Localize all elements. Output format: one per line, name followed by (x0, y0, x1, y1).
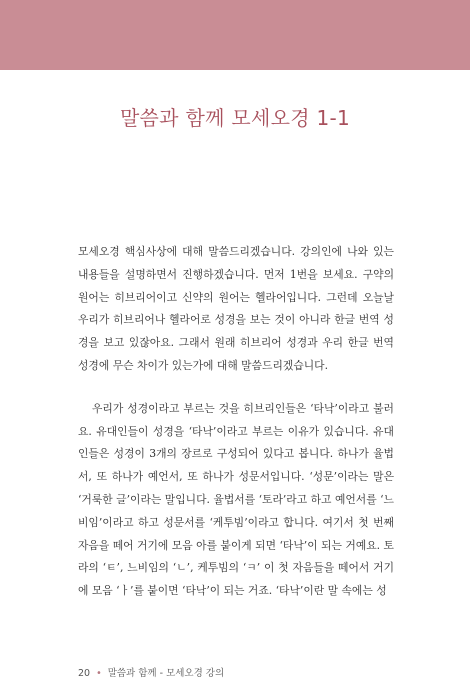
page-title: 말씀과 함께 모세오경 1-1 (119, 106, 351, 130)
body-text (78, 241, 394, 603)
header-band (0, 0, 470, 70)
paragraph-1: 모세오경 핵심사상에 대해 말씀드리겠습니다. 강의인에 나와 있는 내용들을 설명하면서 진행하겠습니다. 먼저 1번을 보세요. 구약의 원어는 히브리어이고 신약의 원어는 헬라어입니다. 그런데 오늘날 우리가 히브리어나 헬라어로 성경을 보는 것이 아니라 한글 번역 성경을 보고 있잖아요. 그래서 원래 히브리어 성경과 우리 한글 번역 성경에 무슨 차이가 있는가에 대해 말씀드리겠습니다. (78, 245, 394, 372)
running-title: 말씀과 함께 - 모세오경 강의 (107, 668, 225, 679)
page-footer (78, 665, 224, 679)
footer-bullet: • (96, 668, 102, 679)
page-number: 20 (78, 668, 91, 679)
paragraph-2: 우리가 성경이라고 부르는 것을 히브리인들은 ‘타낙’이라고 불러요. 유대인들이 성경을 ‘타낙’이라고 부르는 이유가 있습니다. 유대인들은 성경이 3개의 장르로 구성되어 있다고 봅니다. 하나가 율법서, 또 하나가 예언서, 또 하나가 성문서입니다. ‘성문’이라는 말은 ‘거룩한 글’이라는 말입니다. 율법서를 ‘토라’라고 하고 예언서를 ‘느비임’이라고 하고 성문서를 ‘케투빔’이라고 합니다. 여기서 첫 번째 자음을 떼어 거기에 모음 아를 붙이게 되면 ‘타낙’이 되는 거예요. 토라의 ‘ㅌ’, 느비임의 ‘ㄴ’, 케투빔의 ‘ㅋ’ 이 첫 자음들을 떼어서 거기에 모음 ‘ㅏ’를 붙이면 ‘타낙’이 되는 거죠. ‘타낙’이란 말 속에는 성 (78, 401, 394, 598)
